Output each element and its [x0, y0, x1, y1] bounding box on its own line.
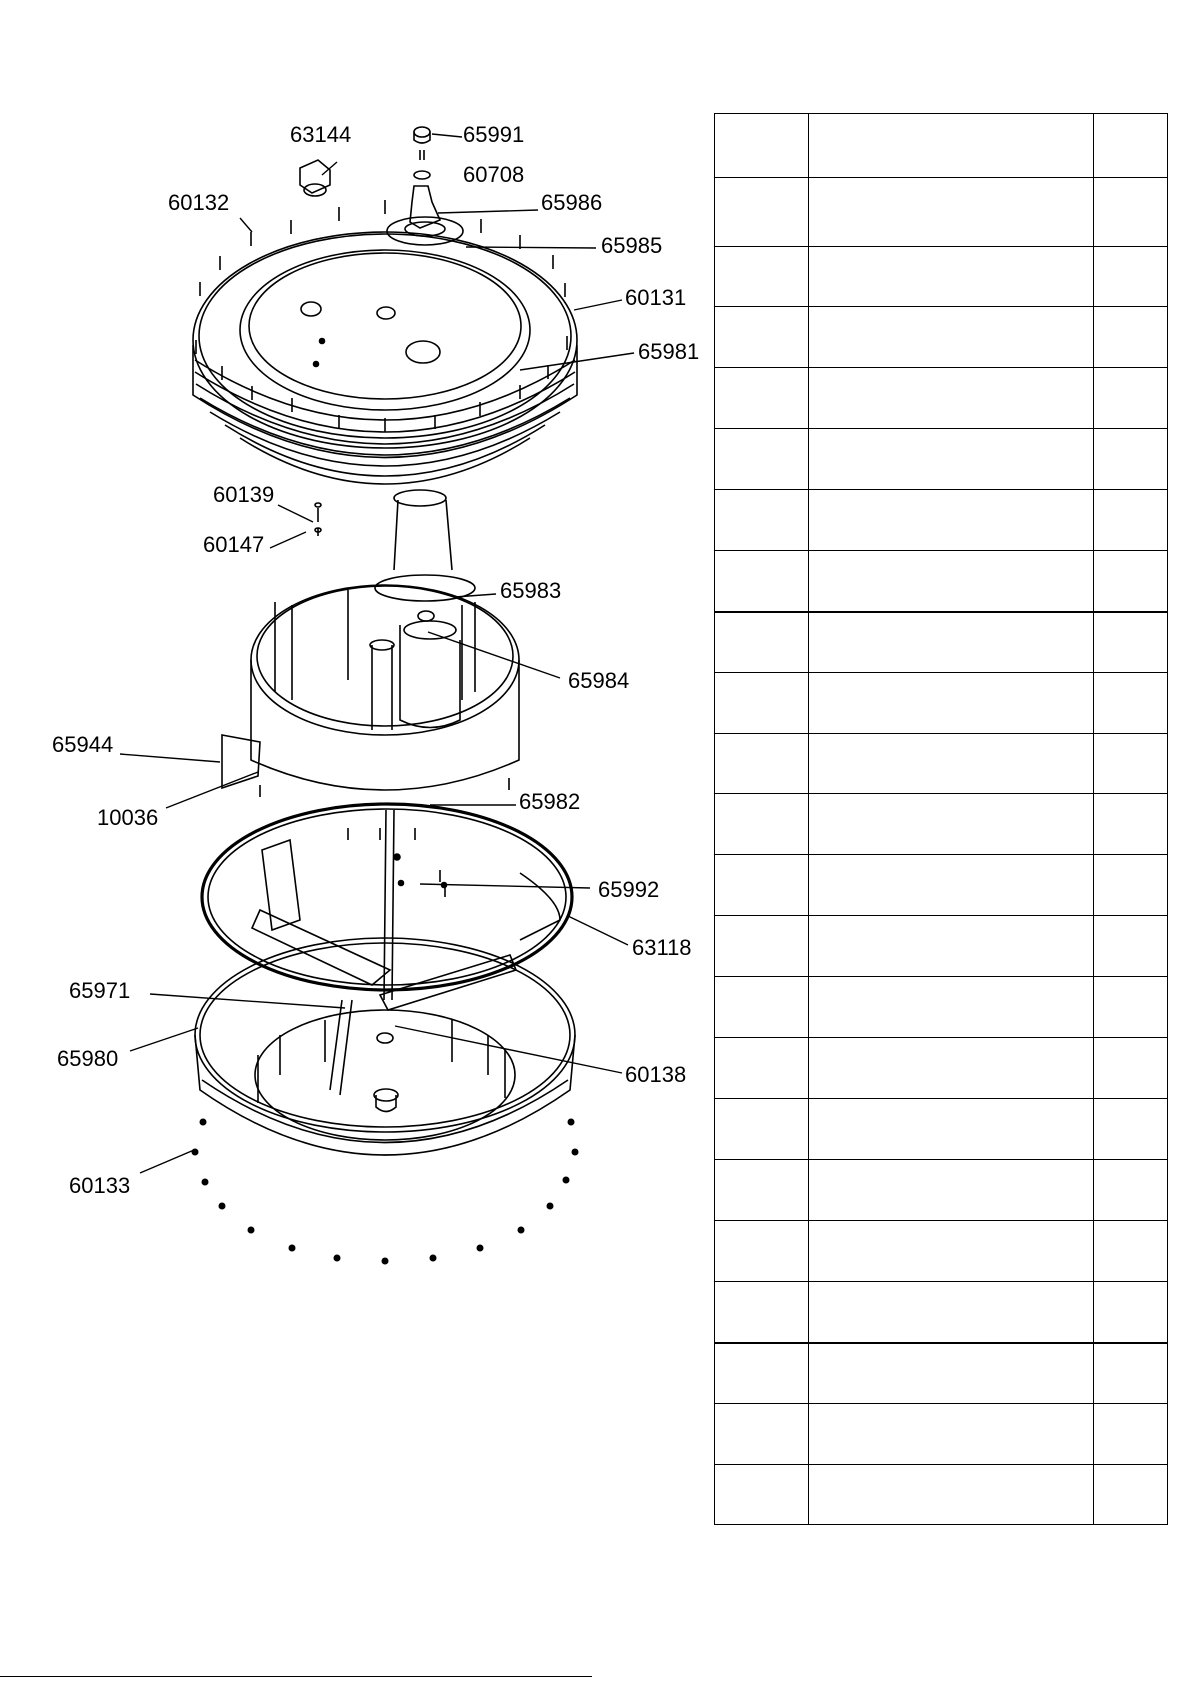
- table-cell: [1094, 429, 1168, 490]
- callout-65985: 65985: [601, 233, 663, 258]
- table-cell: [809, 114, 1094, 178]
- table-row: [715, 1038, 1168, 1099]
- table-cell: [715, 1221, 809, 1282]
- table-row: [715, 977, 1168, 1038]
- callout-60131: 60131: [625, 285, 687, 310]
- table-cell: [715, 1404, 809, 1465]
- table-row: [715, 1465, 1168, 1525]
- callout-65991: 65991: [463, 122, 525, 147]
- table-cell: [809, 916, 1094, 977]
- table-row: [715, 1099, 1168, 1160]
- table-cell: [1094, 1282, 1168, 1343]
- callout-65992: 65992: [598, 877, 660, 902]
- table-cell: [1094, 490, 1168, 551]
- callout-60708: 60708: [463, 162, 525, 187]
- table-cell: [1094, 307, 1168, 368]
- table-cell: [715, 1465, 809, 1525]
- table-cell: [715, 916, 809, 977]
- table-cell: [809, 855, 1094, 916]
- table-cell: [715, 490, 809, 551]
- table-cell: [1094, 673, 1168, 734]
- table-cell: [1094, 1099, 1168, 1160]
- table-cell: [809, 247, 1094, 307]
- table-row: [715, 551, 1168, 612]
- callout-60139: 60139: [213, 482, 275, 507]
- table-cell: [809, 1099, 1094, 1160]
- table-cell: [1094, 1038, 1168, 1099]
- table-row: [715, 178, 1168, 247]
- table-cell: [1094, 1160, 1168, 1221]
- table-cell: [715, 178, 809, 247]
- table-row: [715, 1343, 1168, 1404]
- table-cell: [715, 551, 809, 612]
- table-cell: [1094, 551, 1168, 612]
- callout-65944: 65944: [52, 732, 114, 757]
- table-row: [715, 247, 1168, 307]
- table-cell: [1094, 612, 1168, 673]
- footer-rule: [0, 1676, 592, 1677]
- table-cell: [809, 977, 1094, 1038]
- table-row: [715, 368, 1168, 429]
- table-cell: [809, 673, 1094, 734]
- table-cell: [809, 1221, 1094, 1282]
- table-row: [715, 114, 1168, 178]
- callout-65983: 65983: [500, 578, 562, 603]
- table-cell: [1094, 178, 1168, 247]
- table-cell: [715, 612, 809, 673]
- callout-65982: 65982: [519, 789, 581, 814]
- top-cover: [193, 127, 577, 601]
- table-cell: [715, 977, 809, 1038]
- table-row: [715, 794, 1168, 855]
- table-cell: [809, 1282, 1094, 1343]
- table-cell: [1094, 916, 1168, 977]
- table-cell: [809, 429, 1094, 490]
- callout-65980: 65980: [57, 1046, 119, 1071]
- table-cell: [715, 1282, 809, 1343]
- table-cell: [715, 1099, 809, 1160]
- table-cell: [809, 490, 1094, 551]
- callout-65984: 65984: [568, 668, 630, 693]
- table-row: [715, 673, 1168, 734]
- table-cell: [715, 247, 809, 307]
- table-cell: [1094, 1343, 1168, 1404]
- table-row: [715, 855, 1168, 916]
- parts-table: [714, 113, 1168, 1525]
- callout-65971: 65971: [69, 978, 131, 1003]
- table-cell: [809, 1404, 1094, 1465]
- table-cell: [809, 551, 1094, 612]
- table-cell: [715, 734, 809, 794]
- table-cell: [715, 1343, 809, 1404]
- callout-60147: 60147: [203, 532, 265, 557]
- table-cell: [1094, 1221, 1168, 1282]
- table-cell: [715, 673, 809, 734]
- table-row: [715, 429, 1168, 490]
- table-cell: [715, 1038, 809, 1099]
- table-cell: [1094, 114, 1168, 178]
- table-cell: [1094, 855, 1168, 916]
- table-cell: [715, 794, 809, 855]
- table-cell: [1094, 977, 1168, 1038]
- callout-60138: 60138: [625, 1062, 687, 1087]
- table-cell: [809, 178, 1094, 247]
- table-cell: [809, 1343, 1094, 1404]
- table-cell: [715, 368, 809, 429]
- table-cell: [809, 307, 1094, 368]
- table-row: [715, 307, 1168, 368]
- table-cell: [715, 307, 809, 368]
- callout-10036: 10036: [97, 805, 159, 830]
- table-cell: [1094, 794, 1168, 855]
- table-row: [715, 490, 1168, 551]
- callout-65986: 65986: [541, 190, 603, 215]
- table-cell: [1094, 368, 1168, 429]
- leader-lines: [120, 134, 634, 1173]
- table-cell: [1094, 1404, 1168, 1465]
- table-cell: [715, 429, 809, 490]
- callout-labels: [52, 122, 699, 1198]
- table-cell: [809, 1465, 1094, 1525]
- table-row: [715, 734, 1168, 794]
- table-cell: [809, 794, 1094, 855]
- table-row: [715, 1282, 1168, 1343]
- table-cell: [809, 1160, 1094, 1221]
- table-row: [715, 612, 1168, 673]
- table-cell: [1094, 247, 1168, 307]
- table-row: [715, 1404, 1168, 1465]
- table-cell: [809, 1038, 1094, 1099]
- callout-60133: 60133: [69, 1173, 131, 1198]
- table-cell: [1094, 734, 1168, 794]
- table-row: [715, 916, 1168, 977]
- table-cell: [809, 612, 1094, 673]
- bottom-base: [192, 938, 579, 1265]
- table-cell: [715, 114, 809, 178]
- table-cell: [1094, 1465, 1168, 1525]
- table-cell: [809, 734, 1094, 794]
- parts-table-body: [715, 114, 1168, 1525]
- callout-63118: 63118: [632, 935, 692, 960]
- table-cell: [715, 855, 809, 916]
- table-row: [715, 1160, 1168, 1221]
- callout-60132: 60132: [168, 190, 230, 215]
- callout-63144: 63144: [290, 122, 352, 147]
- middle-drum: [222, 585, 519, 797]
- table-cell: [715, 1160, 809, 1221]
- callout-65981: 65981: [638, 339, 700, 364]
- table-row: [715, 1221, 1168, 1282]
- table-cell: [809, 368, 1094, 429]
